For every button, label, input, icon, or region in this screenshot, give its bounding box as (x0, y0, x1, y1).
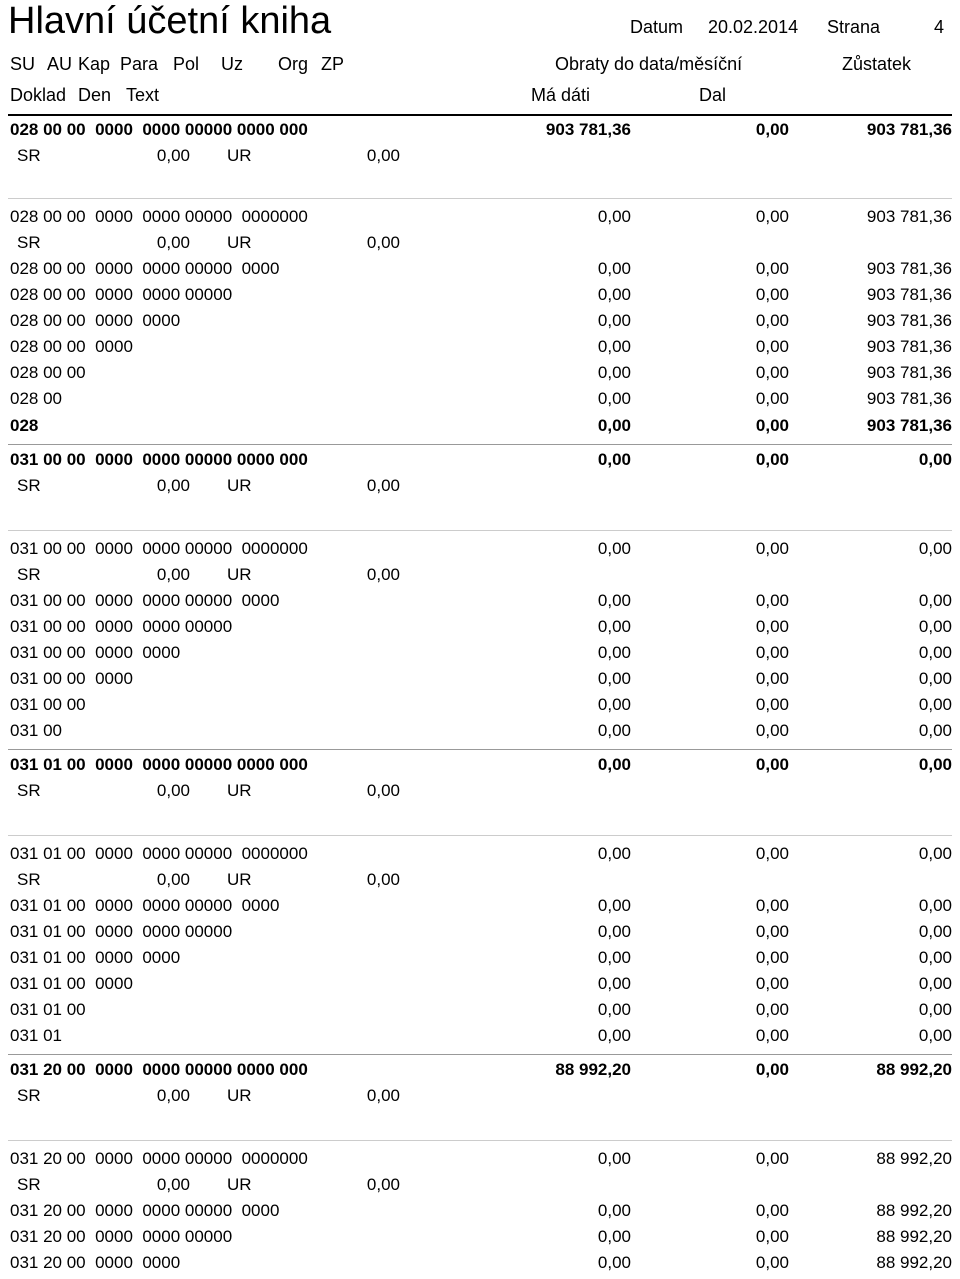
dal-value: 0,00 (755, 643, 789, 662)
page-title: Hlavní účetní kniha (8, 0, 332, 42)
zustatek-value: 88 992,20 (876, 1060, 952, 1079)
col-doklad: Doklad (10, 85, 67, 105)
zustatek-value: 0,00 (918, 974, 952, 993)
account-code: 028 00 (10, 389, 62, 408)
zustatek-value: 0,00 (918, 755, 952, 774)
dal-value: 0,00 (755, 1060, 789, 1079)
ur-label: UR (227, 1175, 252, 1194)
ma-dati-value: 0,00 (597, 1201, 631, 1220)
zustatek-value: 903 781,36 (866, 337, 952, 356)
ur-label: UR (227, 781, 252, 800)
dal-value: 0,00 (755, 896, 789, 915)
sr-label: SR (17, 476, 41, 495)
dal-value: 0,00 (755, 922, 789, 941)
col-obraty: Obraty do data/měsíční (555, 54, 743, 74)
account-code: 031 01 00 0000 0000 00000 0000 (10, 896, 280, 915)
ma-dati-value: 0,00 (597, 669, 631, 688)
section-divider (8, 198, 952, 199)
datum-label: Datum (630, 17, 684, 37)
account-code: 031 00 (10, 721, 62, 740)
dal-value: 0,00 (755, 285, 789, 304)
ma-dati-value: 0,00 (597, 591, 631, 610)
sr-label: SR (17, 233, 41, 252)
col-kap: Kap (78, 54, 111, 74)
zustatek-value: 903 781,36 (866, 120, 952, 139)
col-org: Org (278, 54, 309, 74)
account-code: 028 00 00 0000 0000 00000 0000 (10, 259, 280, 278)
account-code: 031 00 00 0000 0000 (10, 643, 181, 662)
dal-value: 0,00 (755, 120, 789, 139)
zustatek-value: 0,00 (918, 695, 952, 714)
ur-label: UR (227, 1086, 252, 1105)
account-code: 028 (10, 416, 39, 435)
dal-value: 0,00 (755, 363, 789, 382)
zustatek-value: 903 781,36 (866, 207, 952, 226)
account-code: 031 01 00 0000 0000 00000 (10, 922, 233, 941)
ma-dati-value: 0,00 (597, 539, 631, 558)
ma-dati-value: 0,00 (597, 450, 631, 469)
dal-value: 0,00 (755, 539, 789, 558)
sr-label: SR (17, 1086, 41, 1105)
account-code: 028 00 00 (10, 363, 86, 382)
ma-dati-value: 0,00 (597, 844, 631, 863)
zustatek-value: 903 781,36 (866, 389, 952, 408)
account-code: 031 00 00 0000 0000 00000 0000 (10, 591, 280, 610)
dal-value: 0,00 (755, 389, 789, 408)
zustatek-value: 0,00 (918, 1000, 952, 1019)
dal-value: 0,00 (755, 721, 789, 740)
ma-dati-value: 0,00 (597, 1253, 631, 1272)
dal-value: 0,00 (755, 1227, 789, 1246)
dal-value: 0,00 (755, 669, 789, 688)
account-code: 028 00 00 0000 (10, 337, 133, 356)
col-zustatek: Zůstatek (842, 54, 912, 74)
ma-dati-value: 0,00 (597, 922, 631, 941)
col-dal: Dal (699, 85, 727, 105)
dal-value: 0,00 (755, 337, 789, 356)
account-code: 031 01 00 0000 0000 00000 0000 000 (10, 755, 308, 774)
sr-label: SR (17, 146, 41, 165)
zustatek-value: 0,00 (918, 591, 952, 610)
ma-dati-value: 0,00 (597, 721, 631, 740)
account-code: 031 00 00 0000 (10, 669, 133, 688)
account-code: 031 00 00 (10, 695, 86, 714)
account-code: 031 00 00 0000 0000 00000 0000000 (10, 539, 308, 558)
dal-value: 0,00 (755, 1253, 789, 1272)
zustatek-value: 903 781,36 (866, 416, 952, 435)
strana-label: Strana (827, 17, 881, 37)
sr-value: 0,00 (156, 781, 190, 800)
strana-value: 4 (934, 17, 945, 37)
account-code: 031 00 00 0000 0000 00000 (10, 617, 233, 636)
account-code: 031 01 (10, 1026, 62, 1045)
ur-label: UR (227, 476, 252, 495)
ma-dati-value: 0,00 (597, 416, 631, 435)
dal-value: 0,00 (755, 1149, 789, 1168)
ma-dati-value: 0,00 (597, 363, 631, 382)
dal-value: 0,00 (755, 311, 789, 330)
account-code: 031 01 00 (10, 1000, 86, 1019)
account-code: 031 20 00 0000 0000 00000 0000 (10, 1201, 280, 1220)
dal-value: 0,00 (755, 450, 789, 469)
section-divider (8, 835, 952, 836)
sr-label: SR (17, 781, 41, 800)
zustatek-value: 0,00 (918, 844, 952, 863)
ma-dati-value: 0,00 (597, 1026, 631, 1045)
col-para: Para (120, 54, 159, 74)
zustatek-value: 0,00 (918, 948, 952, 967)
ur-label: UR (227, 233, 252, 252)
zustatek-value: 0,00 (918, 896, 952, 915)
zustatek-value: 88 992,20 (876, 1149, 952, 1168)
col-zp: ZP (321, 54, 345, 74)
dal-value: 0,00 (755, 948, 789, 967)
account-code: 031 01 00 0000 0000 (10, 948, 181, 967)
sr-value: 0,00 (156, 146, 190, 165)
sr-value: 0,00 (156, 233, 190, 252)
group-divider (8, 1054, 952, 1055)
sr-value: 0,00 (156, 476, 190, 495)
dal-value: 0,00 (755, 974, 789, 993)
ma-dati-value: 88 992,20 (555, 1060, 631, 1079)
account-code: 028 00 00 0000 0000 00000 0000000 (10, 207, 308, 226)
ur-value: 0,00 (366, 1086, 400, 1105)
zustatek-value: 0,00 (918, 450, 952, 469)
zustatek-value: 0,00 (918, 1026, 952, 1045)
zustatek-value: 903 781,36 (866, 311, 952, 330)
col-su: SU (10, 54, 36, 74)
sr-label: SR (17, 1175, 41, 1194)
dal-value: 0,00 (755, 1026, 789, 1045)
ma-dati-value: 0,00 (597, 389, 631, 408)
ma-dati-value: 0,00 (597, 643, 631, 662)
ma-dati-value: 0,00 (597, 948, 631, 967)
account-code: 031 01 00 0000 0000 00000 0000000 (10, 844, 308, 863)
group-divider (8, 749, 952, 750)
zustatek-value: 903 781,36 (866, 259, 952, 278)
ma-dati-value: 0,00 (597, 755, 631, 774)
zustatek-value: 0,00 (918, 721, 952, 740)
ma-dati-value: 0,00 (597, 207, 631, 226)
account-code: 031 20 00 0000 0000 00000 0000 000 (10, 1060, 308, 1079)
zustatek-value: 88 992,20 (876, 1253, 952, 1272)
ma-dati-value: 0,00 (597, 285, 631, 304)
ur-value: 0,00 (366, 146, 400, 165)
section-divider (8, 530, 952, 531)
ur-value: 0,00 (366, 476, 400, 495)
zustatek-value: 0,00 (918, 539, 952, 558)
ur-value: 0,00 (366, 233, 400, 252)
sr-value: 0,00 (156, 565, 190, 584)
col-au: AU (47, 54, 73, 74)
account-code: 028 00 00 0000 0000 00000 (10, 285, 233, 304)
ur-label: UR (227, 565, 252, 584)
ma-dati-value: 0,00 (597, 1227, 631, 1246)
zustatek-value: 0,00 (918, 643, 952, 662)
group-divider (8, 444, 952, 445)
col-uz: Uz (221, 54, 243, 74)
ur-value: 0,00 (366, 565, 400, 584)
account-code: 028 00 00 0000 0000 00000 0000 000 (10, 120, 308, 139)
ma-dati-value: 0,00 (597, 1149, 631, 1168)
ur-value: 0,00 (366, 870, 400, 889)
dal-value: 0,00 (755, 755, 789, 774)
sr-value: 0,00 (156, 870, 190, 889)
zustatek-value: 0,00 (918, 617, 952, 636)
zustatek-value: 0,00 (918, 922, 952, 941)
sr-label: SR (17, 565, 41, 584)
ma-dati-value: 0,00 (597, 1000, 631, 1019)
zustatek-value: 903 781,36 (866, 363, 952, 382)
section-divider (8, 1140, 952, 1141)
ma-dati-value: 903 781,36 (545, 120, 631, 139)
col-text: Text (126, 85, 160, 105)
header-divider (8, 114, 952, 116)
col-pol: Pol (173, 54, 200, 74)
zustatek-value: 903 781,36 (866, 285, 952, 304)
ma-dati-value: 0,00 (597, 896, 631, 915)
account-code: 031 20 00 0000 0000 00000 (10, 1227, 233, 1246)
zustatek-value: 88 992,20 (876, 1227, 952, 1246)
ma-dati-value: 0,00 (597, 695, 631, 714)
ma-dati-value: 0,00 (597, 617, 631, 636)
ur-label: UR (227, 870, 252, 889)
account-code: 031 00 00 0000 0000 00000 0000 000 (10, 450, 308, 469)
ur-value: 0,00 (366, 781, 400, 800)
col-den: Den (78, 85, 112, 105)
sr-value: 0,00 (156, 1175, 190, 1194)
ma-dati-value: 0,00 (597, 311, 631, 330)
account-code: 028 00 00 0000 0000 (10, 311, 181, 330)
dal-value: 0,00 (755, 591, 789, 610)
ma-dati-value: 0,00 (597, 974, 631, 993)
ma-dati-value: 0,00 (597, 259, 631, 278)
account-code: 031 01 00 0000 (10, 974, 133, 993)
dal-value: 0,00 (755, 259, 789, 278)
datum-value: 20.02.2014 (708, 17, 799, 37)
ma-dati-value: 0,00 (597, 337, 631, 356)
ur-label: UR (227, 146, 252, 165)
dal-value: 0,00 (755, 617, 789, 636)
dal-value: 0,00 (755, 844, 789, 863)
dal-value: 0,00 (755, 416, 789, 435)
dal-value: 0,00 (755, 1201, 789, 1220)
account-code: 031 20 00 0000 0000 (10, 1253, 181, 1272)
dal-value: 0,00 (755, 207, 789, 226)
zustatek-value: 0,00 (918, 669, 952, 688)
sr-label: SR (17, 870, 41, 889)
col-ma-dati: Má dáti (531, 85, 591, 105)
ur-value: 0,00 (366, 1175, 400, 1194)
zustatek-value: 88 992,20 (876, 1201, 952, 1220)
dal-value: 0,00 (755, 1000, 789, 1019)
dal-value: 0,00 (755, 695, 789, 714)
sr-value: 0,00 (156, 1086, 190, 1105)
account-code: 031 20 00 0000 0000 00000 0000000 (10, 1149, 308, 1168)
